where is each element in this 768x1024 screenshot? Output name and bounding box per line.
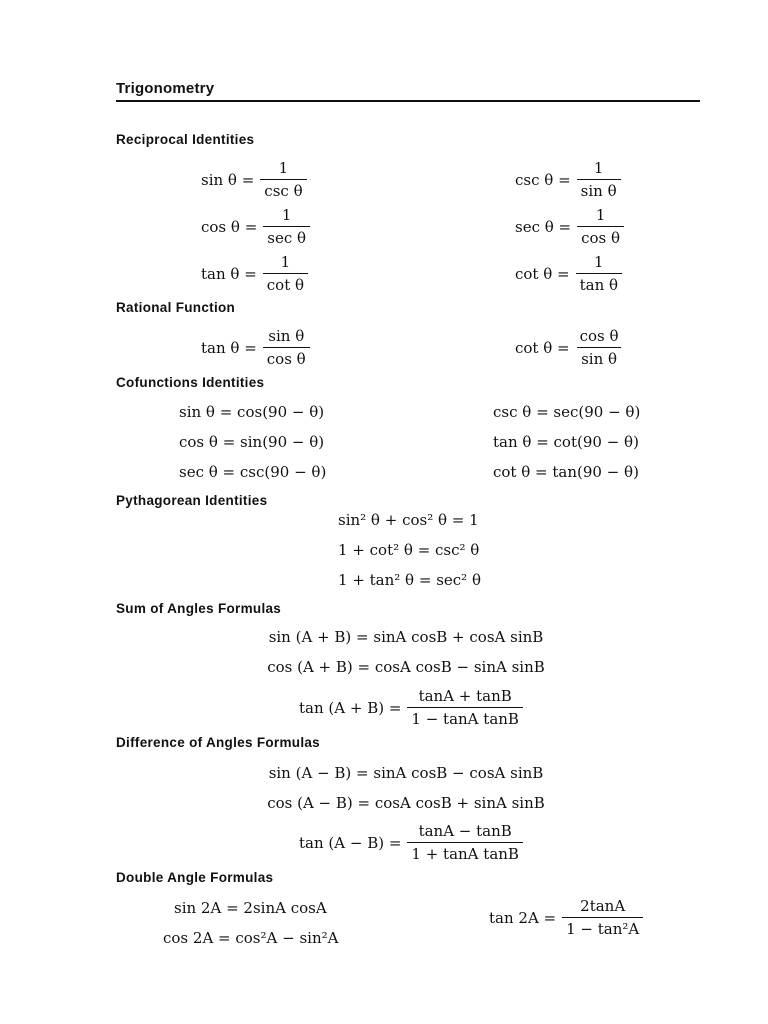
equation-cot-reciprocal <box>515 252 622 295</box>
denominator: sec θ <box>263 226 310 248</box>
equation-cofunction-sin: sin θ = cos(90 − θ) <box>179 403 325 421</box>
fraction <box>407 686 523 729</box>
equation-pythagorean-1: sin² θ + cos² θ = 1 <box>338 511 479 529</box>
numerator: tanA − tanB <box>418 822 512 840</box>
equation-tan-rational <box>201 326 310 369</box>
equation-cot-rational <box>515 326 623 369</box>
equation-difference-tan <box>299 821 523 864</box>
fraction <box>263 252 308 295</box>
equation-sum-sin: sin (A + B) = sinA cosB + cosA sinB <box>268 628 544 646</box>
denominator: cos θ <box>263 347 310 369</box>
fraction <box>407 821 523 864</box>
equation-lhs: cos θ = <box>201 217 258 236</box>
fraction <box>260 158 306 201</box>
heading-cofunctions: Cofunctions Identities <box>116 375 265 390</box>
equation-csc-reciprocal <box>515 158 621 201</box>
denominator: cot θ <box>263 273 308 295</box>
fraction <box>577 158 621 201</box>
equation-tan-reciprocal <box>201 252 308 295</box>
equation-cofunction-tan: tan θ = cot(90 − θ) <box>493 433 639 451</box>
equation-sum-tan <box>299 686 523 729</box>
numerator: cos θ <box>579 327 619 345</box>
fraction <box>562 896 643 939</box>
equation-lhs: tan θ = <box>201 264 257 283</box>
numerator: 1 <box>595 206 606 224</box>
numerator: sin θ <box>268 327 305 345</box>
denominator: 1 + tanA tanB <box>407 842 523 864</box>
title-rule <box>116 100 700 102</box>
heading-double: Double Angle Formulas <box>116 870 274 885</box>
equation-difference-sin: sin (A − B) = sinA cosB − cosA sinB <box>268 764 544 782</box>
fraction <box>576 326 623 369</box>
equation-double-sin: sin 2A = 2sinA cosA <box>174 899 327 917</box>
numerator: 1 <box>593 159 604 177</box>
equation-cofunction-cos: cos θ = sin(90 − θ) <box>179 433 325 451</box>
heading-sum: Sum of Angles Formulas <box>116 601 282 616</box>
equation-lhs: tan (A − B) = <box>299 833 402 852</box>
numerator: 1 <box>278 159 289 177</box>
equation-sin-reciprocal <box>201 158 307 201</box>
numerator: 1 <box>281 206 292 224</box>
equation-pythagorean-2: 1 + cot² θ = csc² θ <box>338 541 480 559</box>
denominator: sin θ <box>577 347 621 369</box>
equation-lhs: cot θ = <box>515 264 570 283</box>
fraction <box>576 252 622 295</box>
numerator: 1 <box>594 253 604 271</box>
equation-difference-cos: cos (A − B) = cosA cosB + sinA sinB <box>267 794 545 812</box>
numerator: tanA + tanB <box>418 687 512 705</box>
equation-cofunction-cot: cot θ = tan(90 − θ) <box>493 463 639 481</box>
equation-pythagorean-3: 1 + tan² θ = sec² θ <box>338 571 481 589</box>
fraction <box>263 326 310 369</box>
equation-double-cos: cos 2A = cos²A − sin²A <box>163 929 339 947</box>
heading-pythagorean: Pythagorean Identities <box>116 493 268 508</box>
heading-rational: Rational Function <box>116 300 236 315</box>
equation-lhs: sec θ = <box>515 217 572 236</box>
denominator: cos θ <box>577 226 624 248</box>
page-title: Trigonometry <box>116 80 215 97</box>
denominator: 1 − tan²A <box>562 917 643 939</box>
equation-lhs: tan (A + B) = <box>299 698 402 717</box>
equation-lhs: tan 2A = <box>489 908 557 927</box>
equation-lhs: sin θ = <box>201 170 255 189</box>
denominator: tan θ <box>576 273 622 295</box>
fraction <box>577 205 624 248</box>
equation-lhs: cot θ = <box>515 338 570 357</box>
numerator: 1 <box>280 253 291 271</box>
denominator: 1 − tanA tanB <box>407 707 523 729</box>
denominator: csc θ <box>260 179 306 201</box>
equation-double-tan <box>489 896 643 939</box>
denominator: sin θ <box>577 179 621 201</box>
heading-reciprocal: Reciprocal Identities <box>116 132 255 147</box>
equation-cofunction-csc: csc θ = sec(90 − θ) <box>493 403 641 421</box>
equation-cofunction-sec: sec θ = csc(90 − θ) <box>179 463 327 481</box>
fraction <box>263 205 310 248</box>
numerator: 2tanA <box>580 897 626 915</box>
equation-cos-reciprocal <box>201 205 310 248</box>
equation-sum-cos: cos (A + B) = cosA cosB − sinA sinB <box>267 658 545 676</box>
equation-lhs: csc θ = <box>515 170 571 189</box>
heading-difference: Difference of Angles Formulas <box>116 735 320 750</box>
equation-lhs: tan θ = <box>201 338 257 357</box>
equation-sec-reciprocal <box>515 205 624 248</box>
